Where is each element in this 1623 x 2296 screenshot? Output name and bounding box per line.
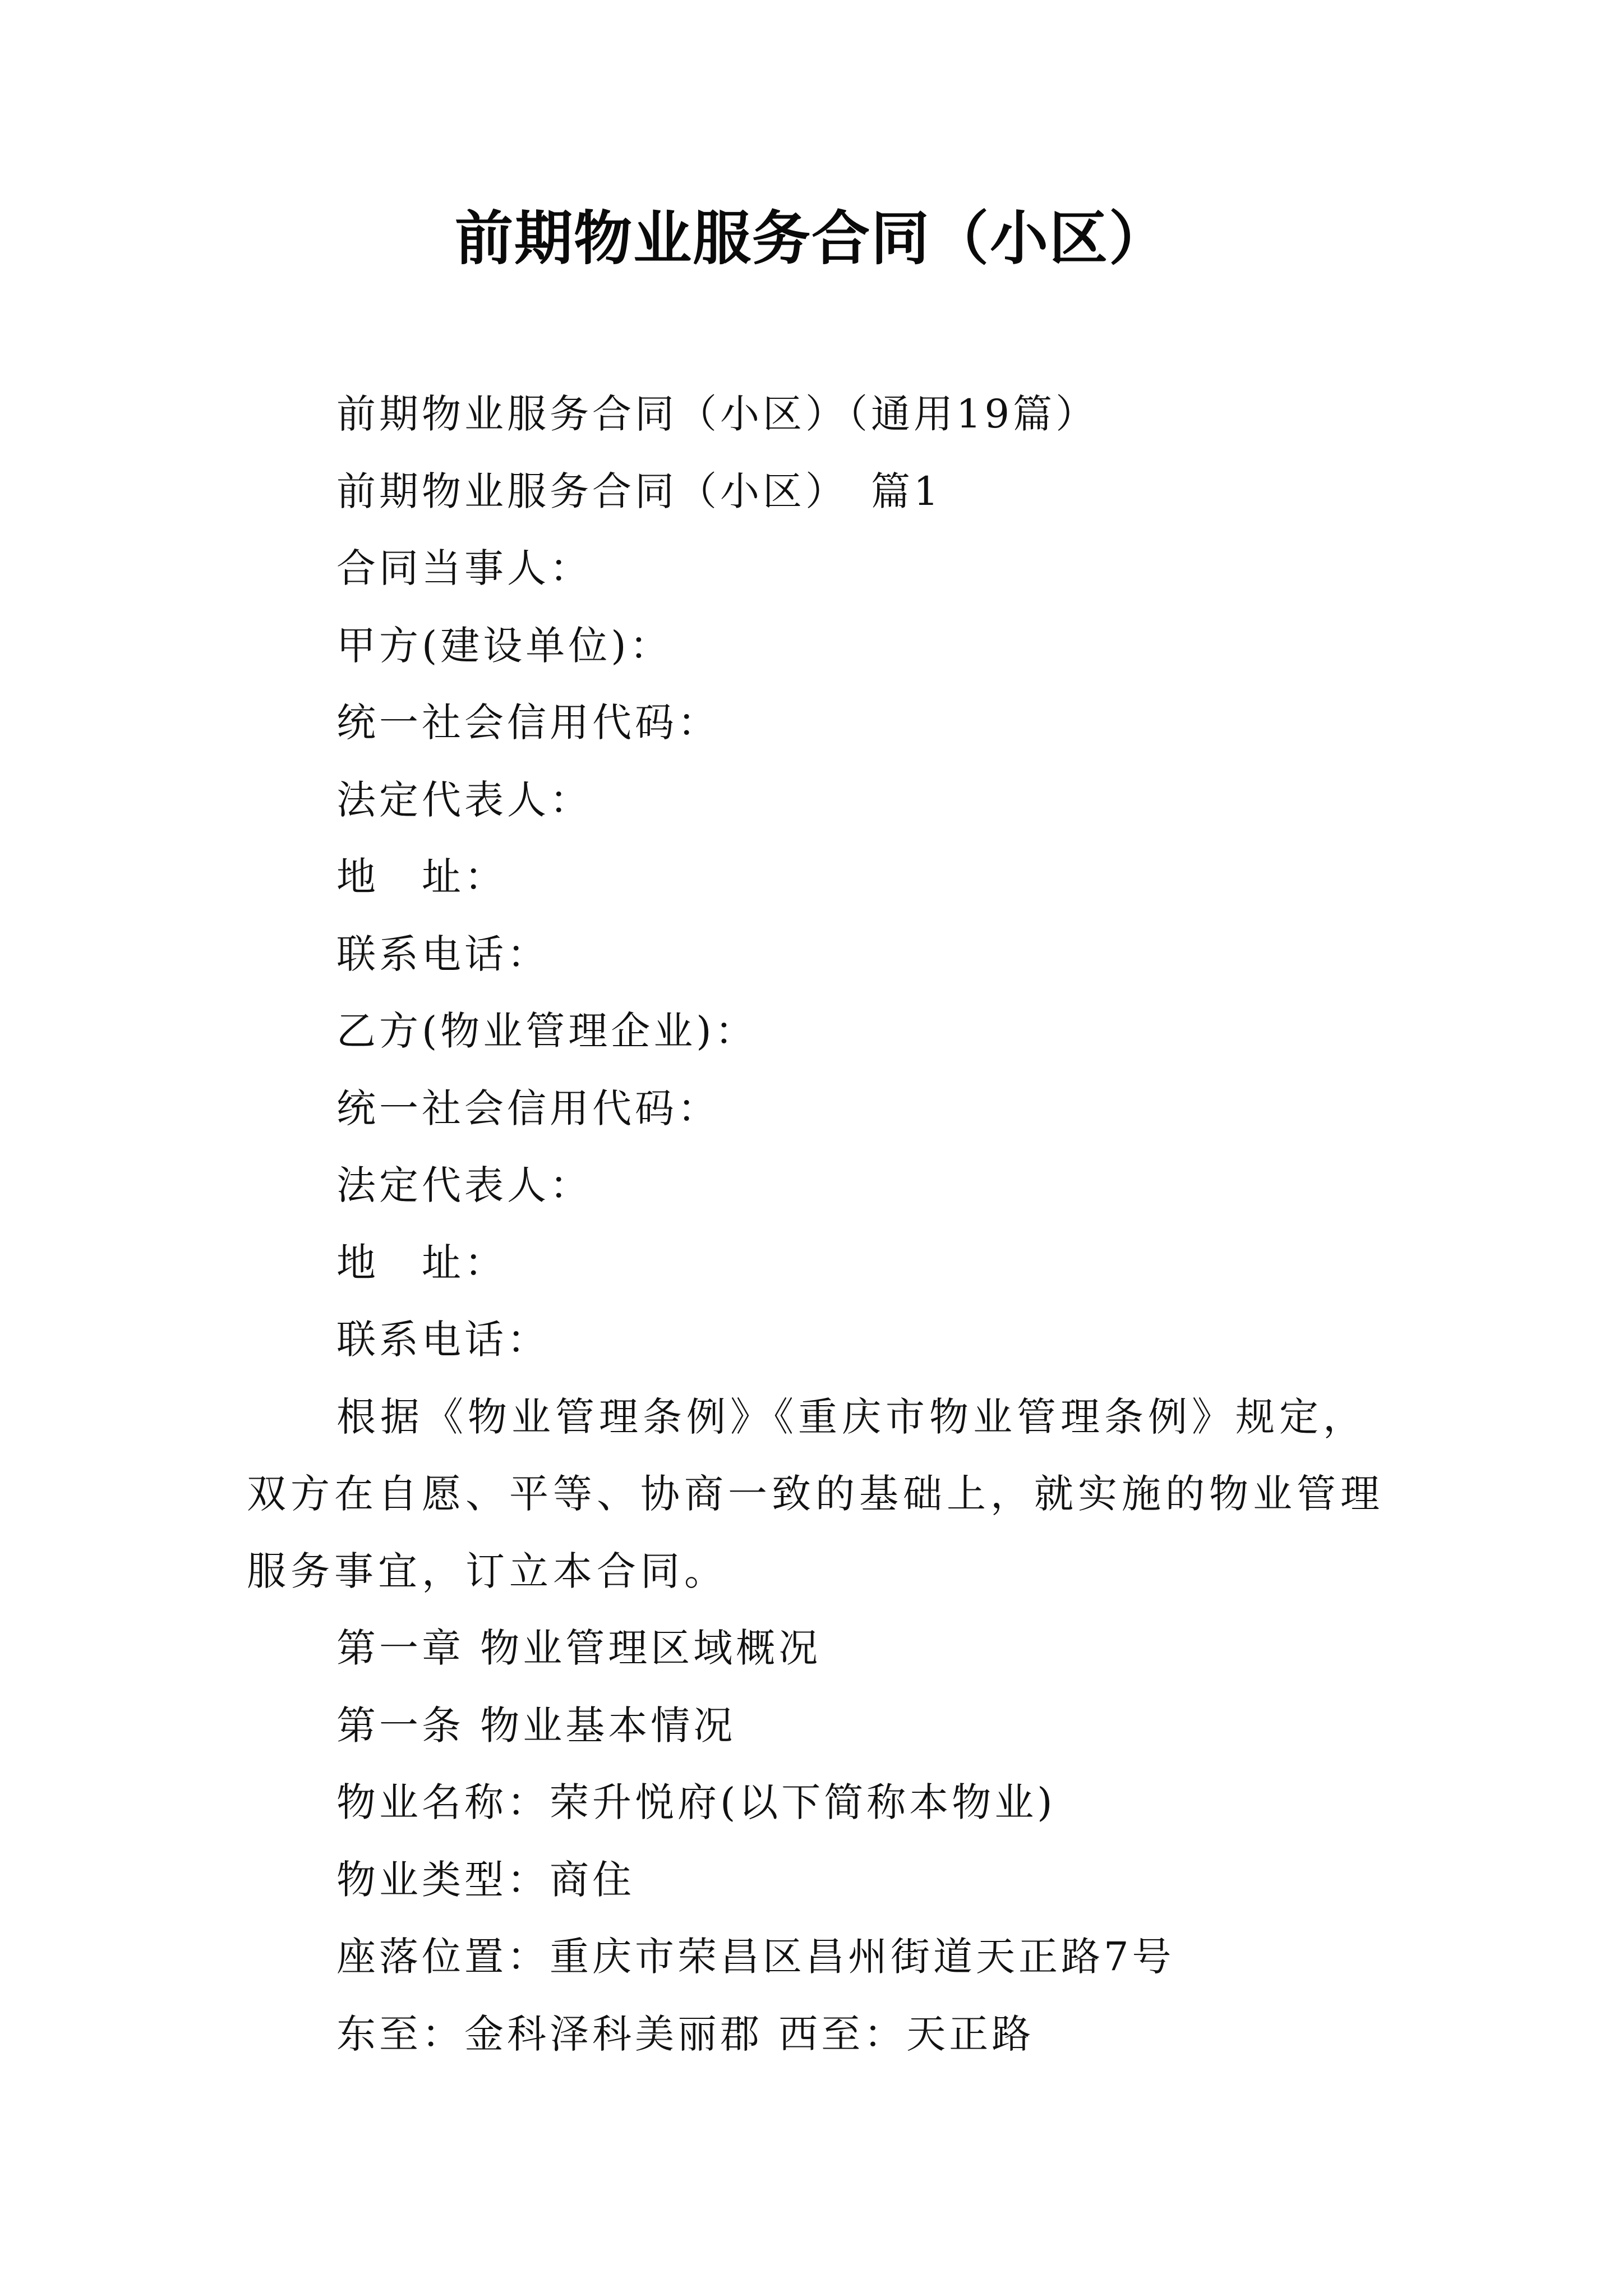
party-b-phone: 联系电话： bbox=[336, 1317, 550, 1363]
party-b-credit-code: 统一社会信用代码： bbox=[336, 1085, 720, 1131]
document-title: 前期物业服务合同（小区） bbox=[454, 204, 1168, 273]
article-heading: 第一条 物业基本情况 bbox=[336, 1702, 736, 1749]
party-a-label: 甲方(建设单位)： bbox=[336, 622, 672, 669]
party-a-representative: 法定代表人： bbox=[336, 776, 592, 823]
document-body bbox=[247, 376, 1391, 2073]
party-a-address: 地 址： bbox=[336, 854, 507, 900]
preamble-paragraph: 根据《物业管理条例》《重庆市物业管理条例》规定，双方在自愿、平等、协商一致的基础上，就实施的物业管理服务事宜，订立本合同。 bbox=[247, 1393, 1384, 1594]
property-name: 物业名称：荣升悦府(以下简称本物业) bbox=[336, 1779, 1056, 1825]
property-boundaries: 东至：金科泽科美丽郡 西至：天正路 bbox=[336, 2010, 1035, 2057]
party-b-address: 地 址： bbox=[336, 1239, 507, 1286]
party-b-representative: 法定代表人： bbox=[336, 1162, 592, 1208]
party-a-credit-code: 统一社会信用代码： bbox=[336, 700, 720, 746]
party-a-phone: 联系电话： bbox=[336, 931, 550, 977]
section-heading: 前期物业服务合同（小区） 篇1 bbox=[336, 468, 942, 514]
parties-label: 合同当事人： bbox=[336, 545, 592, 591]
subtitle-line: 前期物业服务合同（小区）（通用19篇） bbox=[336, 391, 1099, 437]
property-type: 物业类型：商住 bbox=[336, 1856, 635, 1903]
chapter-heading: 第一章 物业管理区域概况 bbox=[336, 1625, 822, 1671]
property-location: 座落位置：重庆市荣昌区昌州街道天正路7号 bbox=[336, 1934, 1175, 1980]
party-b-label: 乙方(物业管理企业)： bbox=[336, 1008, 758, 1054]
